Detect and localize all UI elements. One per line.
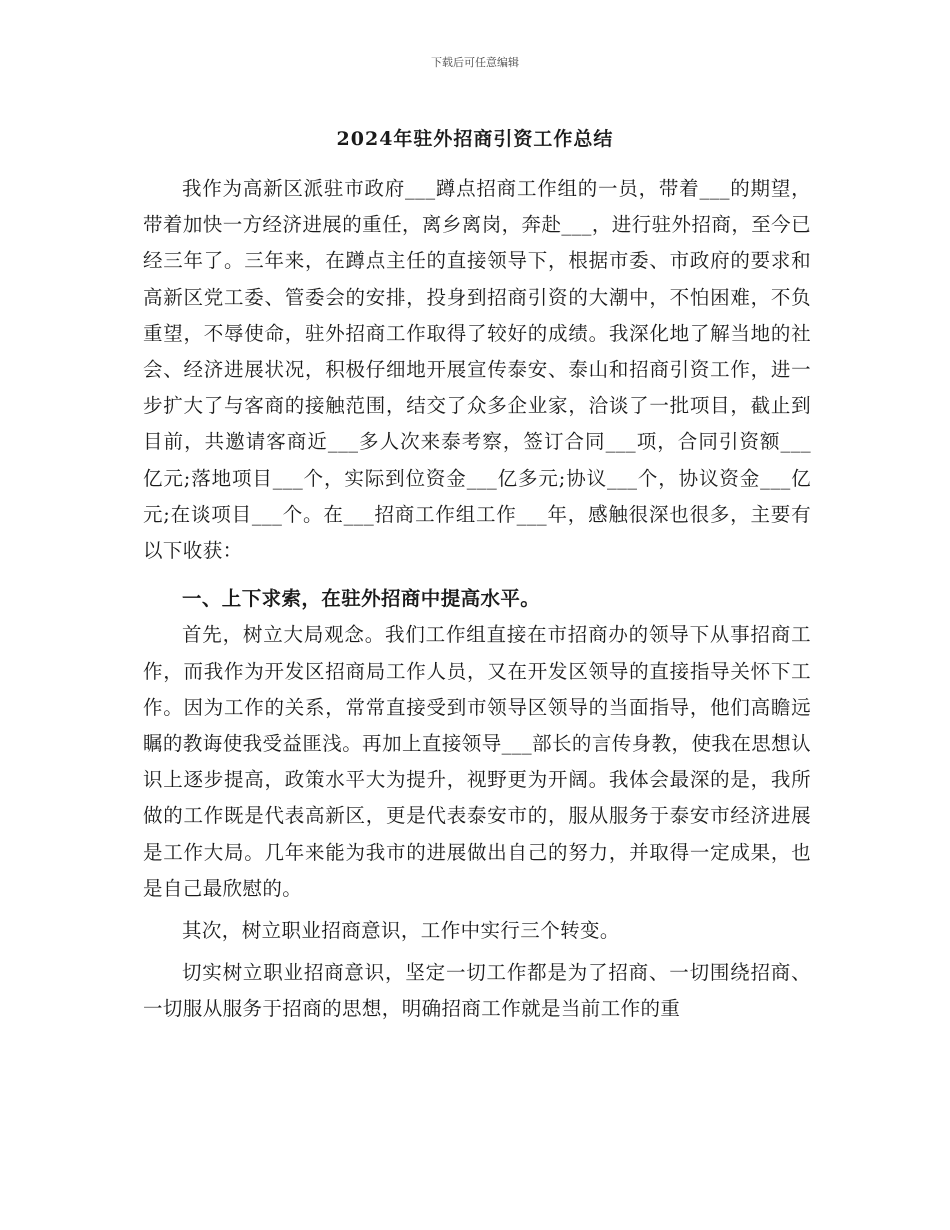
- paragraph-intro: 我作为高新区派驻市政府___蹲点招商工作组的一员，带着___的期望，带着加快一方经济进展的重任，离乡离岗，奔赴___，进行驻外招商，至今已经三年了。三年来，在蹲点主任的直接领导下，根据市委、市政府的要求和高新区党工委、管委会的安排，投身到招商引资的大潮中，不怕困难，不负重望，不辱使命，驻外招商工作取得了较好的成绩。我深化地了解当地的社会、经济进展状况，积极仔细地开展宣传泰安、泰山和招商引资工作，进一步扩大了与客商的接触范围，结交了众多企业家，洽谈了一批项目，截止到目前，共邀请客商近___多人次来泰考察，签订合同___项，合同引资额___亿元;落地项目___个，实际到位资金___亿多元;协议___个，协议资金___亿元;在谈项目___个。在___招商工作组工作___年，感触很深也很多，主要有以下收获：: [143, 177, 811, 563]
- document-body: [143, 171, 811, 1028]
- paragraph-big-picture: 首先，树立大局观念。我们工作组直接在市招商办的领导下从事招商工作，而我作为开发区招商局工作人员，又在开发区领导的直接指导关怀下工作。因为工作的关系，常常直接受到市领导区领导的当面指导，他们高瞻远瞩的教诲使我受益匪浅。再加上直接领导___部长的言传身教，使我在思想认识上逐步提高，政策水平大为提升，视野更为开阔。我体会最深的是，我所做的工作既是代表高新区，更是代表泰安市的，服从服务于泰安市经济进展是工作大局。几年来能为我市的进展做出自己的努力，并取得一定成果，也是自己最欣慰的。: [143, 623, 811, 900]
- paragraph-continued: 切实树立职业招商意识，坚定一切工作都是为了招商、一切围绕招商、一切服从服务于招商的思想，明确招商工作就是当前工作的重: [143, 961, 811, 1021]
- paragraph-professional-awareness: 其次，树立职业招商意识，工作中实行三个转变。: [182, 919, 620, 943]
- header-note: 下载后可任意编辑: [431, 56, 519, 69]
- section-heading-1: 一、上下求索，在驻外招商中提高水平。: [182, 587, 541, 611]
- document-title: 2024年驻外招商引资工作总结: [336, 128, 614, 150]
